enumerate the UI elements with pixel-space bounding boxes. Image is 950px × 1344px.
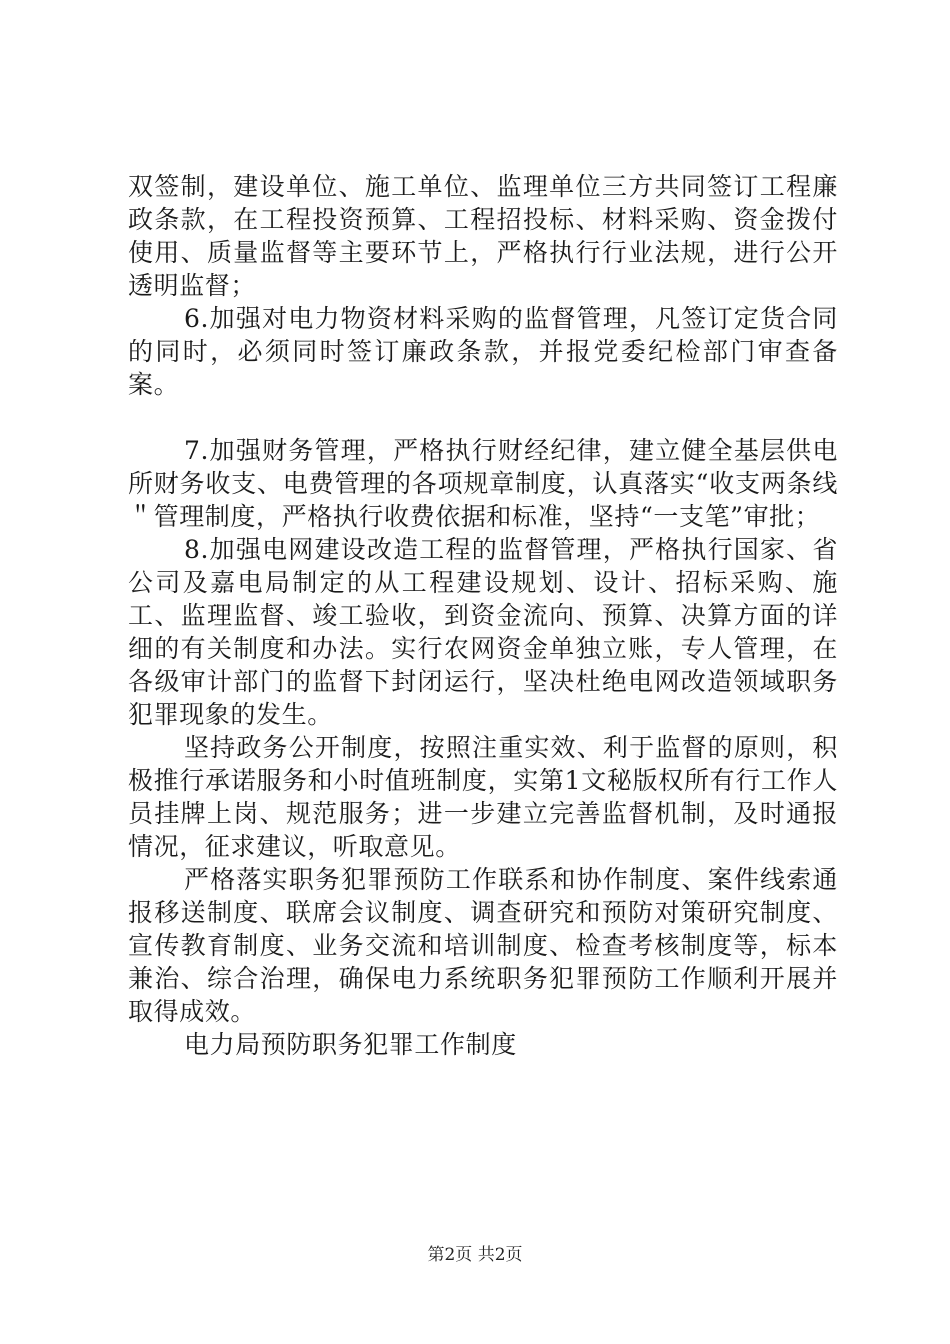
paragraph-coordination: 严格落实职务犯罪预防工作联系和协作制度、案件线索通报移送制度、联席会议制度、调查研究和预防对策研究制度、宣传教育制度、业务交流和培训制度、检查考核制度等，标本兼治、综合治理，确保电力系统职务犯罪预防工作顺利开展并取得成效。 — [128, 865, 838, 1026]
document-closing-title: 电力局预防职务犯罪工作制度 — [184, 1030, 517, 1059]
paragraph-spacer — [128, 401, 838, 434]
paragraph-open-affairs: 坚持政务公开制度，按照注重实效、利于监督的原则，积极推行承诺服务和小时值班制度，实第1文秘版权所有行工作人员挂牌上岗、规范服务；进一步建立完善监督机制，及时通报情况，征求建议，听取意见。 — [128, 733, 838, 861]
page-footer: 第2页 共2页 — [427, 1245, 523, 1265]
paragraph-item-7: 7.加强财务管理，严格执行财经纪律，建立健全基层供电所财务收支、电费管理的各项规章制度，认真落实“收支两条线＂管理制度，严格执行收费依据和标准，坚持“一支笔”审批； — [128, 436, 838, 531]
paragraph-item-6: 6.加强对电力物资材料采购的监督管理，凡签订定货合同的同时，必须同时签订廉政条款，并报党委纪检部门审查备案。 — [128, 304, 838, 399]
paragraph-item-8: 8.加强电网建设改造工程的监督管理，严格执行国家、省公司及嘉电局制定的从工程建设规划、设计、招标采购、施工、监理监督、竣工验收，到资金流向、预算、决算方面的详细的有关制度和办法。实行农网资金单独立账，专人管理，在各级审计部门的监督下封闭运行，坚决杜绝电网改造领域职务犯罪现象的发生。 — [128, 535, 838, 729]
document-body — [128, 170, 838, 1061]
paragraph-continuation: 双签制，建设单位、施工单位、监理单位三方共同签订工程廉政条款，在工程投资预算、工程招投标、材料采购、资金拨付使用、质量监督等主要环节上，严格执行行业法规，进行公开透明监督； — [128, 172, 838, 300]
